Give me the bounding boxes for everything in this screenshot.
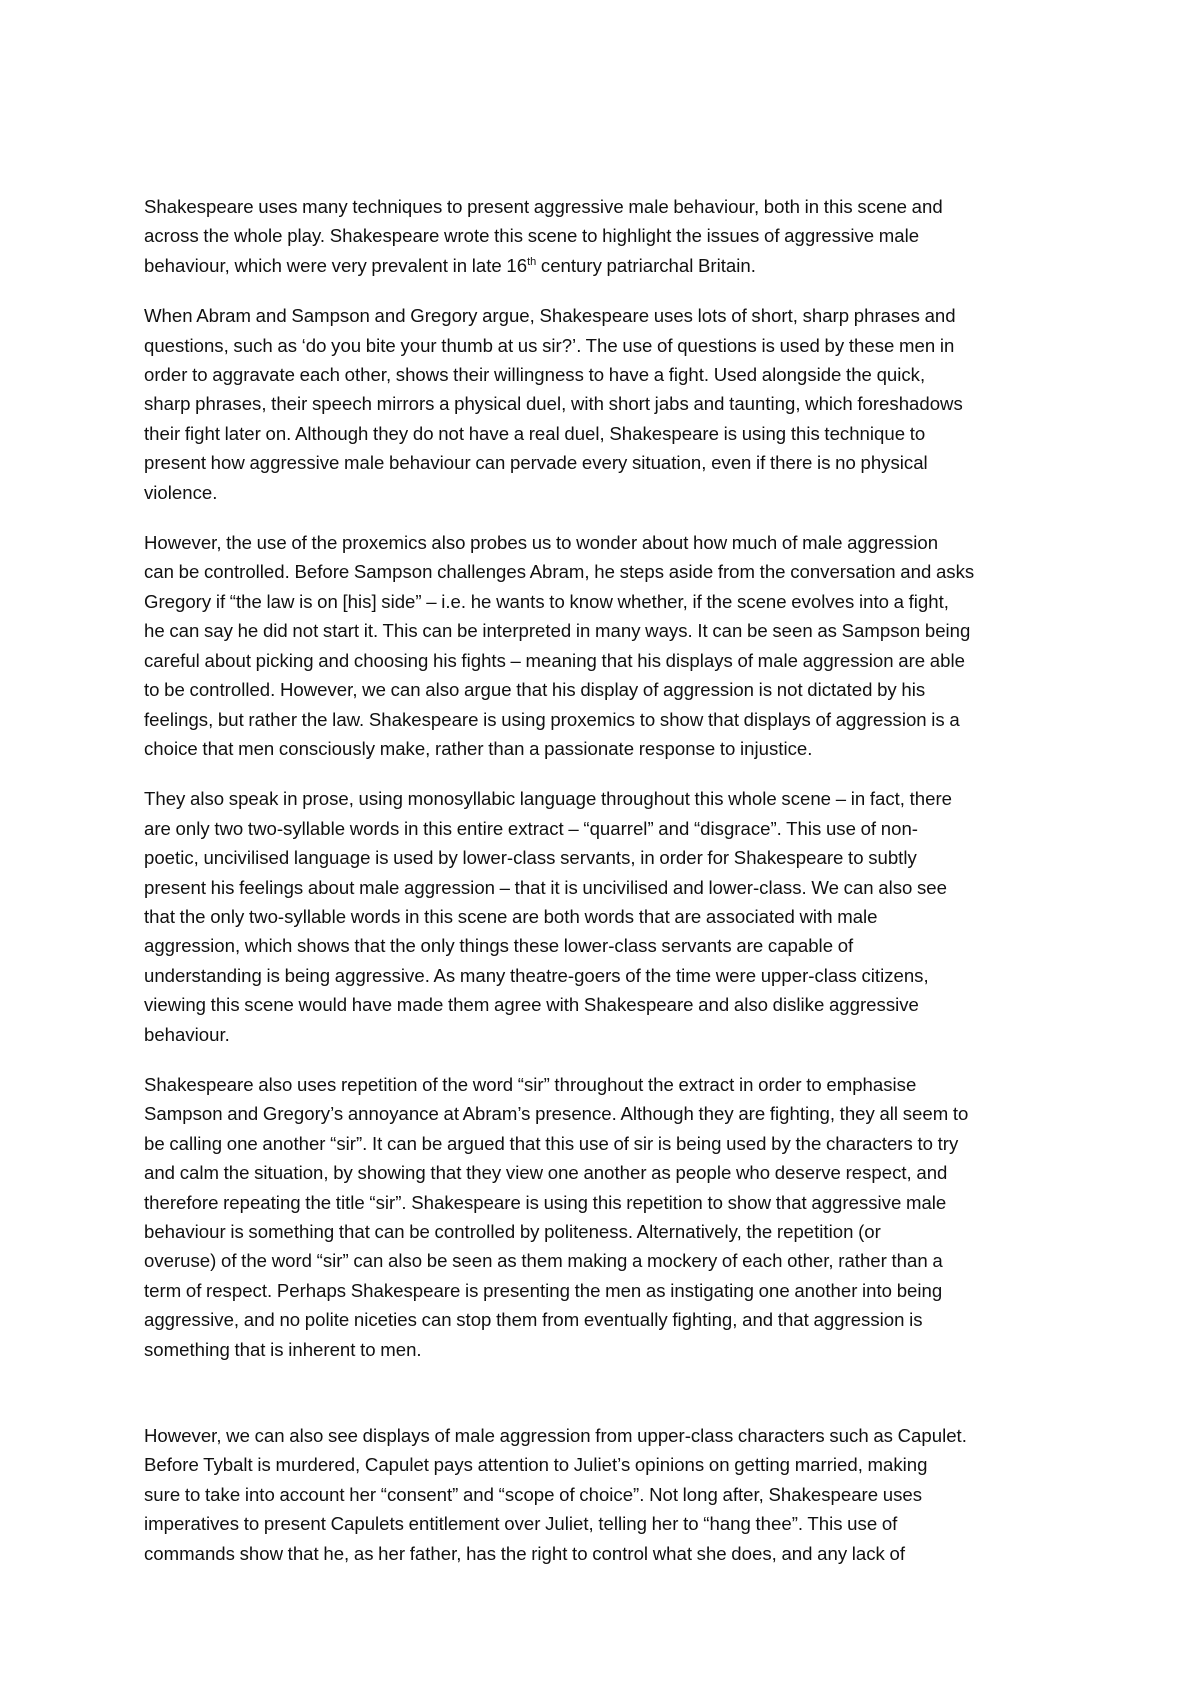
paragraph-intro-text: Shakespeare uses many techniques to present aggressive male behaviour, both in this scene and across the whole play. Shakespeare wrote this scene to highlight the issues of aggressive male behaviour, which were very prevalent in late 16 <box>144 196 943 276</box>
paragraph-capulet: However, we can also see displays of male aggression from upper-class characters such as Capulet. Before Tybalt is murdered, Capulet pays attention to Juliet’s opinions on getting married, making sure to take into account her “consent” and “scope of choice”. Not long after, Shakespeare uses imperatives to present Capulets entitlement over Juliet, telling her to “hang thee”. This use of commands show that he, as her father, has the right to control what she does, and any lack of <box>144 1425 967 1564</box>
paragraph-intro-text-end: century patriarchal Britain. <box>536 254 756 276</box>
paragraph-proxemics: However, the use of the proxemics also probes us to wonder about how much of male aggression can be controlled. Before Sampson challenges Abram, he steps aside from the conversation and asks Gregory if “the law is on [his] side” – i.e. he wants to know whether, if the scene evolves into a fight, he can say he did not start it. This can be interpreted in many ways. It can be seen as Sampson being careful about picking and choosing his fights – meaning that his displays of male aggression are able to be controlled. However, we can also argue that his display of aggression is not dictated by his feelings, but rather the law. Shakespeare is using proxemics to show that displays of aggression is a choice that men consciously make, rather than a passionate response to injustice. <box>144 532 975 759</box>
ordinal-suffix: th <box>527 255 537 268</box>
paragraph-prose: They also speak in prose, using monosyllabic language throughout this whole scene – in fact, there are only two two-syllable words in this entire extract – “quarrel” and “disgrace”. This use of non- poetic, uncivilised language is used by lower-class servants, in order for Shakespeare to subtly present his feelings about male aggression – that it is uncivilised and lower-class. We can also see that the only two-syllable words in this scene are both words that are associated with male aggression, which shows that the only things these lower-class servants are capable of understanding is being aggressive. As many theatre-goers of the time were upper-class citizens, viewing this scene would have made them agree with Shakespeare and also dislike aggressive behaviour. <box>144 788 953 1045</box>
paragraph-intro <box>144 192 1056 280</box>
essay-body <box>144 192 1056 1589</box>
paragraph-questions: When Abram and Sampson and Gregory argue, Shakespeare uses lots of short, sharp phrases and questions, such as ‘do you bite your thumb at us sir?’. The use of questions is used by these men in order to aggravate each other, shows their willingness to have a fight. Used alongside the quick, sharp phrases, their speech mirrors a physical duel, with short jabs and taunting, which foreshadows their fight later on. Although they do not have a real duel, Shakespeare is using this technique to present how aggressive male behaviour can pervade every situation, even if there is no physical violence. <box>144 305 963 503</box>
paragraph-repetition: Shakespeare also uses repetition of the word “sir” throughout the extract in order to emphasise Sampson and Gregory’s annoyance at Abram’s presence. Although they are fighting, they all seem to be calling one another “sir”. It can be argued that this use of sir is being used by the characters to try and calm the situation, by showing that they view one another as people who deserve respect, and therefore repeating the title “sir”. Shakespeare is using this repetition to show that aggressive male behaviour is something that can be controlled by politeness. Alternatively, the repetition (or overuse) of the word “sir” can also be seen as them making a mockery of each other, rather than a term of respect. Perhaps Shakespeare is presenting the men as instigating one another into being aggressive, and no polite niceties can stop them from eventually fighting, and that aggression is something that is inherent to men. <box>144 1073 969 1360</box>
